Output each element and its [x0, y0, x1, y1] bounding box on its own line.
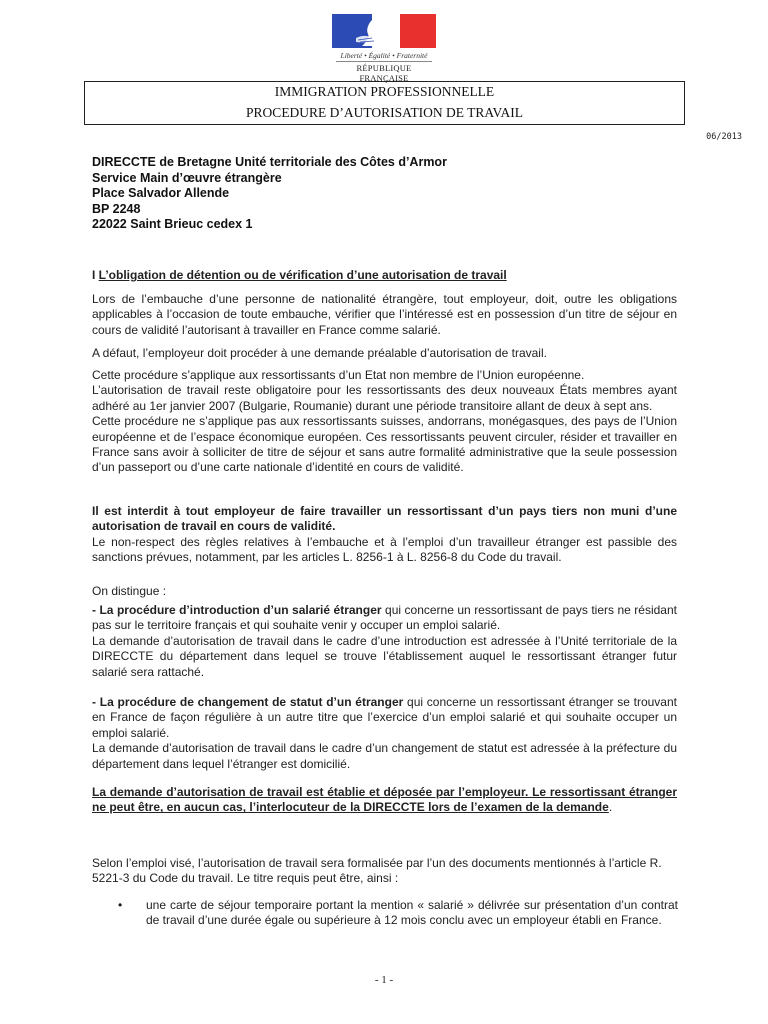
- scope-line-3: Cette procédure ne s’applique pas aux ressortissants suisses, andorrans, monégasques, des pays de l’Union européenne et de l’espace économique européen. Ces ressortissants peuvent circuler, résider et travailler en France sans avoir à solliciter de titre de séjour et sans autre formalité administrative que la seule possession d’un passeport ou d’une carte nationale d’identité en cours de validité.: [92, 414, 677, 475]
- employeur-end: .: [608, 800, 613, 815]
- introduction-bold: - La procédure d’introduction d’un salarié étranger: [92, 603, 382, 617]
- paragraph-employeur: [92, 785, 677, 816]
- changement-definition: [92, 695, 677, 741]
- motto: Liberté • Égalité • Fraternité: [340, 51, 428, 60]
- section-heading-text: L’obligation de détention ou de vérification d’une autorisation de travail: [98, 268, 507, 282]
- introduction-address: La demande d’autorisation de travail dans le cadre d’une introduction est adressée à l’Unité territoriale de la DIRECCTE du département dans lequel se trouve l’établissement auquel le ressortissant étranger futur salarié sera rattaché.: [92, 633, 677, 679]
- changement-address: La demande d’autorisation de travail dans le cadre d’un changement de statut est adressée à la préfecture du département dans lequel l’étranger est domicilié.: [92, 741, 677, 771]
- changement-bold: - La procédure de changement de statut d’un étranger: [92, 695, 404, 709]
- paragraph-embauche: Lors de l’embauche d’une personne de nationalité étrangère, tout employeur, doit, outre les obligations applicables à l’occasion de toute embauche, vérifier que l’intéressé est en possession d’un titre de séjour en cours de validité l’autorisant à travailler en France comme salarié.: [92, 292, 677, 337]
- title-line-1: IMMIGRATION PROFESSIONNELLE: [274, 84, 495, 99]
- interdiction-text: Le non-respect des règles relatives à l’embauche et à l’emploi d’un travailleur étranger est passible des sanctions prévues, notamment, par les articles L. 8256-1 à L. 8256-8 du Code du travail.: [92, 534, 677, 565]
- address-line: BP 2248: [92, 201, 141, 216]
- section-number: I: [92, 268, 99, 282]
- republic-label: RÉPUBLIQUE FRANÇAISE: [356, 63, 412, 83]
- marianne-flag-icon: [332, 14, 436, 48]
- motto-divider: [336, 61, 432, 62]
- scope-line-1: Cette procédure s’applique aux ressortissants d’un Etat non membre de l’Union européenne.: [92, 368, 585, 382]
- page-number: - 1 -: [374, 974, 394, 986]
- interdiction-bold: Il est interdit à tout employeur de faire travailler un ressortissant d’un pays tiers non muni d’une autorisation de travail en cours de validité.: [92, 504, 677, 534]
- scope-line-2: L’autorisation de travail reste obligatoire pour les ressortissants des deux nouveaux États membres ayant adhéré au 1er janvier 2007 (Bulgarie, Roumanie) durant une période transitoire allant de deux à sept ans.: [92, 383, 677, 413]
- address-line: 22022 Saint Brieuc cedex 1: [92, 217, 253, 231]
- paragraph-introduction: [92, 603, 677, 680]
- on-distingue: On distingue :: [92, 584, 167, 598]
- changement-text: qui concerne un ressortissant étranger se trouvant en France de façon régulière à un autre titre que l’exercice d’un emploi salarié et qui souhaite occuper un emploi salarié.: [92, 695, 677, 740]
- paragraph-interdiction: [92, 504, 677, 566]
- paragraph-changement-statut: [92, 695, 677, 772]
- document-date: 06/2013: [706, 132, 742, 142]
- section-heading: [92, 268, 677, 283]
- introduction-definition: [92, 603, 677, 634]
- republique-francaise-logo: [332, 14, 436, 83]
- address-line: Place Salvador Allende: [92, 186, 230, 200]
- address-line: Service Main d’œuvre étrangère: [92, 170, 282, 185]
- address-line: DIRECCTE de Bretagne Unité territoriale des Côtes d’Armor: [92, 155, 447, 169]
- title-line-2: PROCEDURE D’AUTORISATION DE TRAVAIL: [246, 105, 523, 120]
- employeur-bold: La demande d’autorisation de travail est établie et déposée par l’employeur. Le ressortissant étranger ne peut être, en aucun cas, l’interlocuteur de la DIRECCTE lors de l’examen de la demande: [92, 785, 677, 815]
- introduction-text: qui concerne un ressortissant de pays tiers ne résidant pas sur le territoire français et qui souhaite venir y occuper un emploi salarié.: [92, 603, 677, 633]
- address-block: [92, 155, 447, 233]
- paragraph-selon: Selon l’emploi visé, l’autorisation de travail sera formalisée par l’un des documents mentionnés à l’article R. 5221-3 du Code du travail. Le titre requis peut être, ainsi :: [92, 856, 662, 886]
- bullet-icon: •: [118, 898, 123, 912]
- paragraph-procedure-scope: [92, 368, 677, 476]
- paragraph-defaut: A défaut, l’employeur doit procéder à une demande préalable d’autorisation de travail.: [92, 346, 547, 360]
- document-title-box: [84, 81, 685, 125]
- list-item-text: une carte de séjour temporaire portant la mention « salarié » délivrée sur présentation d’un contrat de travail d’une durée égale ou supérieure à 12 mois conclu avec un employeur établi en France.: [146, 898, 678, 928]
